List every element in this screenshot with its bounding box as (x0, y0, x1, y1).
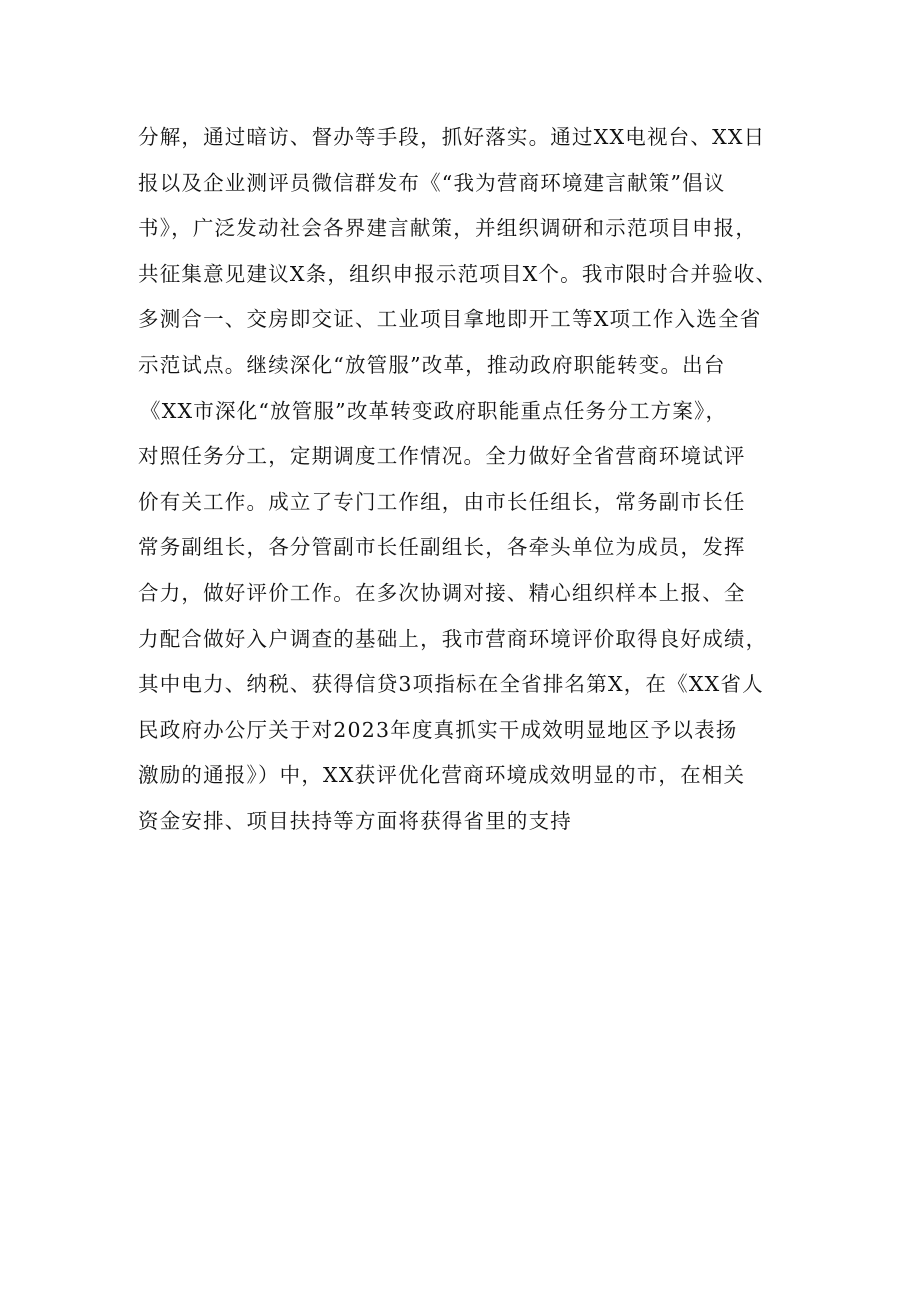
text-line: 报以及企业测评员微信群发布《“我为营商环境建言献策”倡议 (138, 170, 726, 195)
text-line: 书》，广泛发动社会各界建言献策，并组织调研和示范项目申报， (138, 216, 758, 241)
body-paragraph (138, 115, 798, 845)
text-line: 合力，做好评价工作。在多次协调对接、精心组织样本上报、全 (138, 580, 746, 605)
text-line: 力配合做好入户调查的基础上，我市营商环境评价取得良好成绩， (138, 626, 768, 651)
text-line: 共征集意见建议X条，组织申报示范项目X个。我市限时合并验收、 (138, 261, 778, 286)
text-line: 其中电力、纳税、获得信贷3项指标在全省排名第X，在《XX省人 (138, 672, 764, 697)
text-line: 资金安排、项目扶持等方面将获得省里的支持 (138, 808, 572, 833)
text-line: 《XX市深化“放管服”改革转变政府职能重点任务分工方案》， (140, 398, 728, 423)
text-line: 对照任务分工，定期调度工作情况。全力做好全省营商环境试评 (138, 444, 746, 469)
text-line: 常务副组长，各分管副市长任副组长，各牵头单位为成员，发挥 (138, 535, 746, 560)
text-line: 激励的通报》）中，XX获评优化营商环境成效明显的市，在相关 (138, 763, 746, 788)
text-line: 价有关工作。成立了专门工作组，由市长任组长，常务副市长任 (138, 489, 746, 514)
text-line: 多测合一、交房即交证、工业项目拿地即开工等X项工作入选全省 (138, 307, 762, 332)
text-line: 民政府办公厅关于对2023年度真抓实干成效明显地区予以表扬 (138, 717, 738, 742)
text-line: 分解，通过暗访、督办等手段，抓好落实。通过XX电视台、XX日 (138, 125, 766, 149)
text-line: 示范试点。继续深化“放管服”改革，推动政府职能转变。出台 (138, 352, 726, 377)
